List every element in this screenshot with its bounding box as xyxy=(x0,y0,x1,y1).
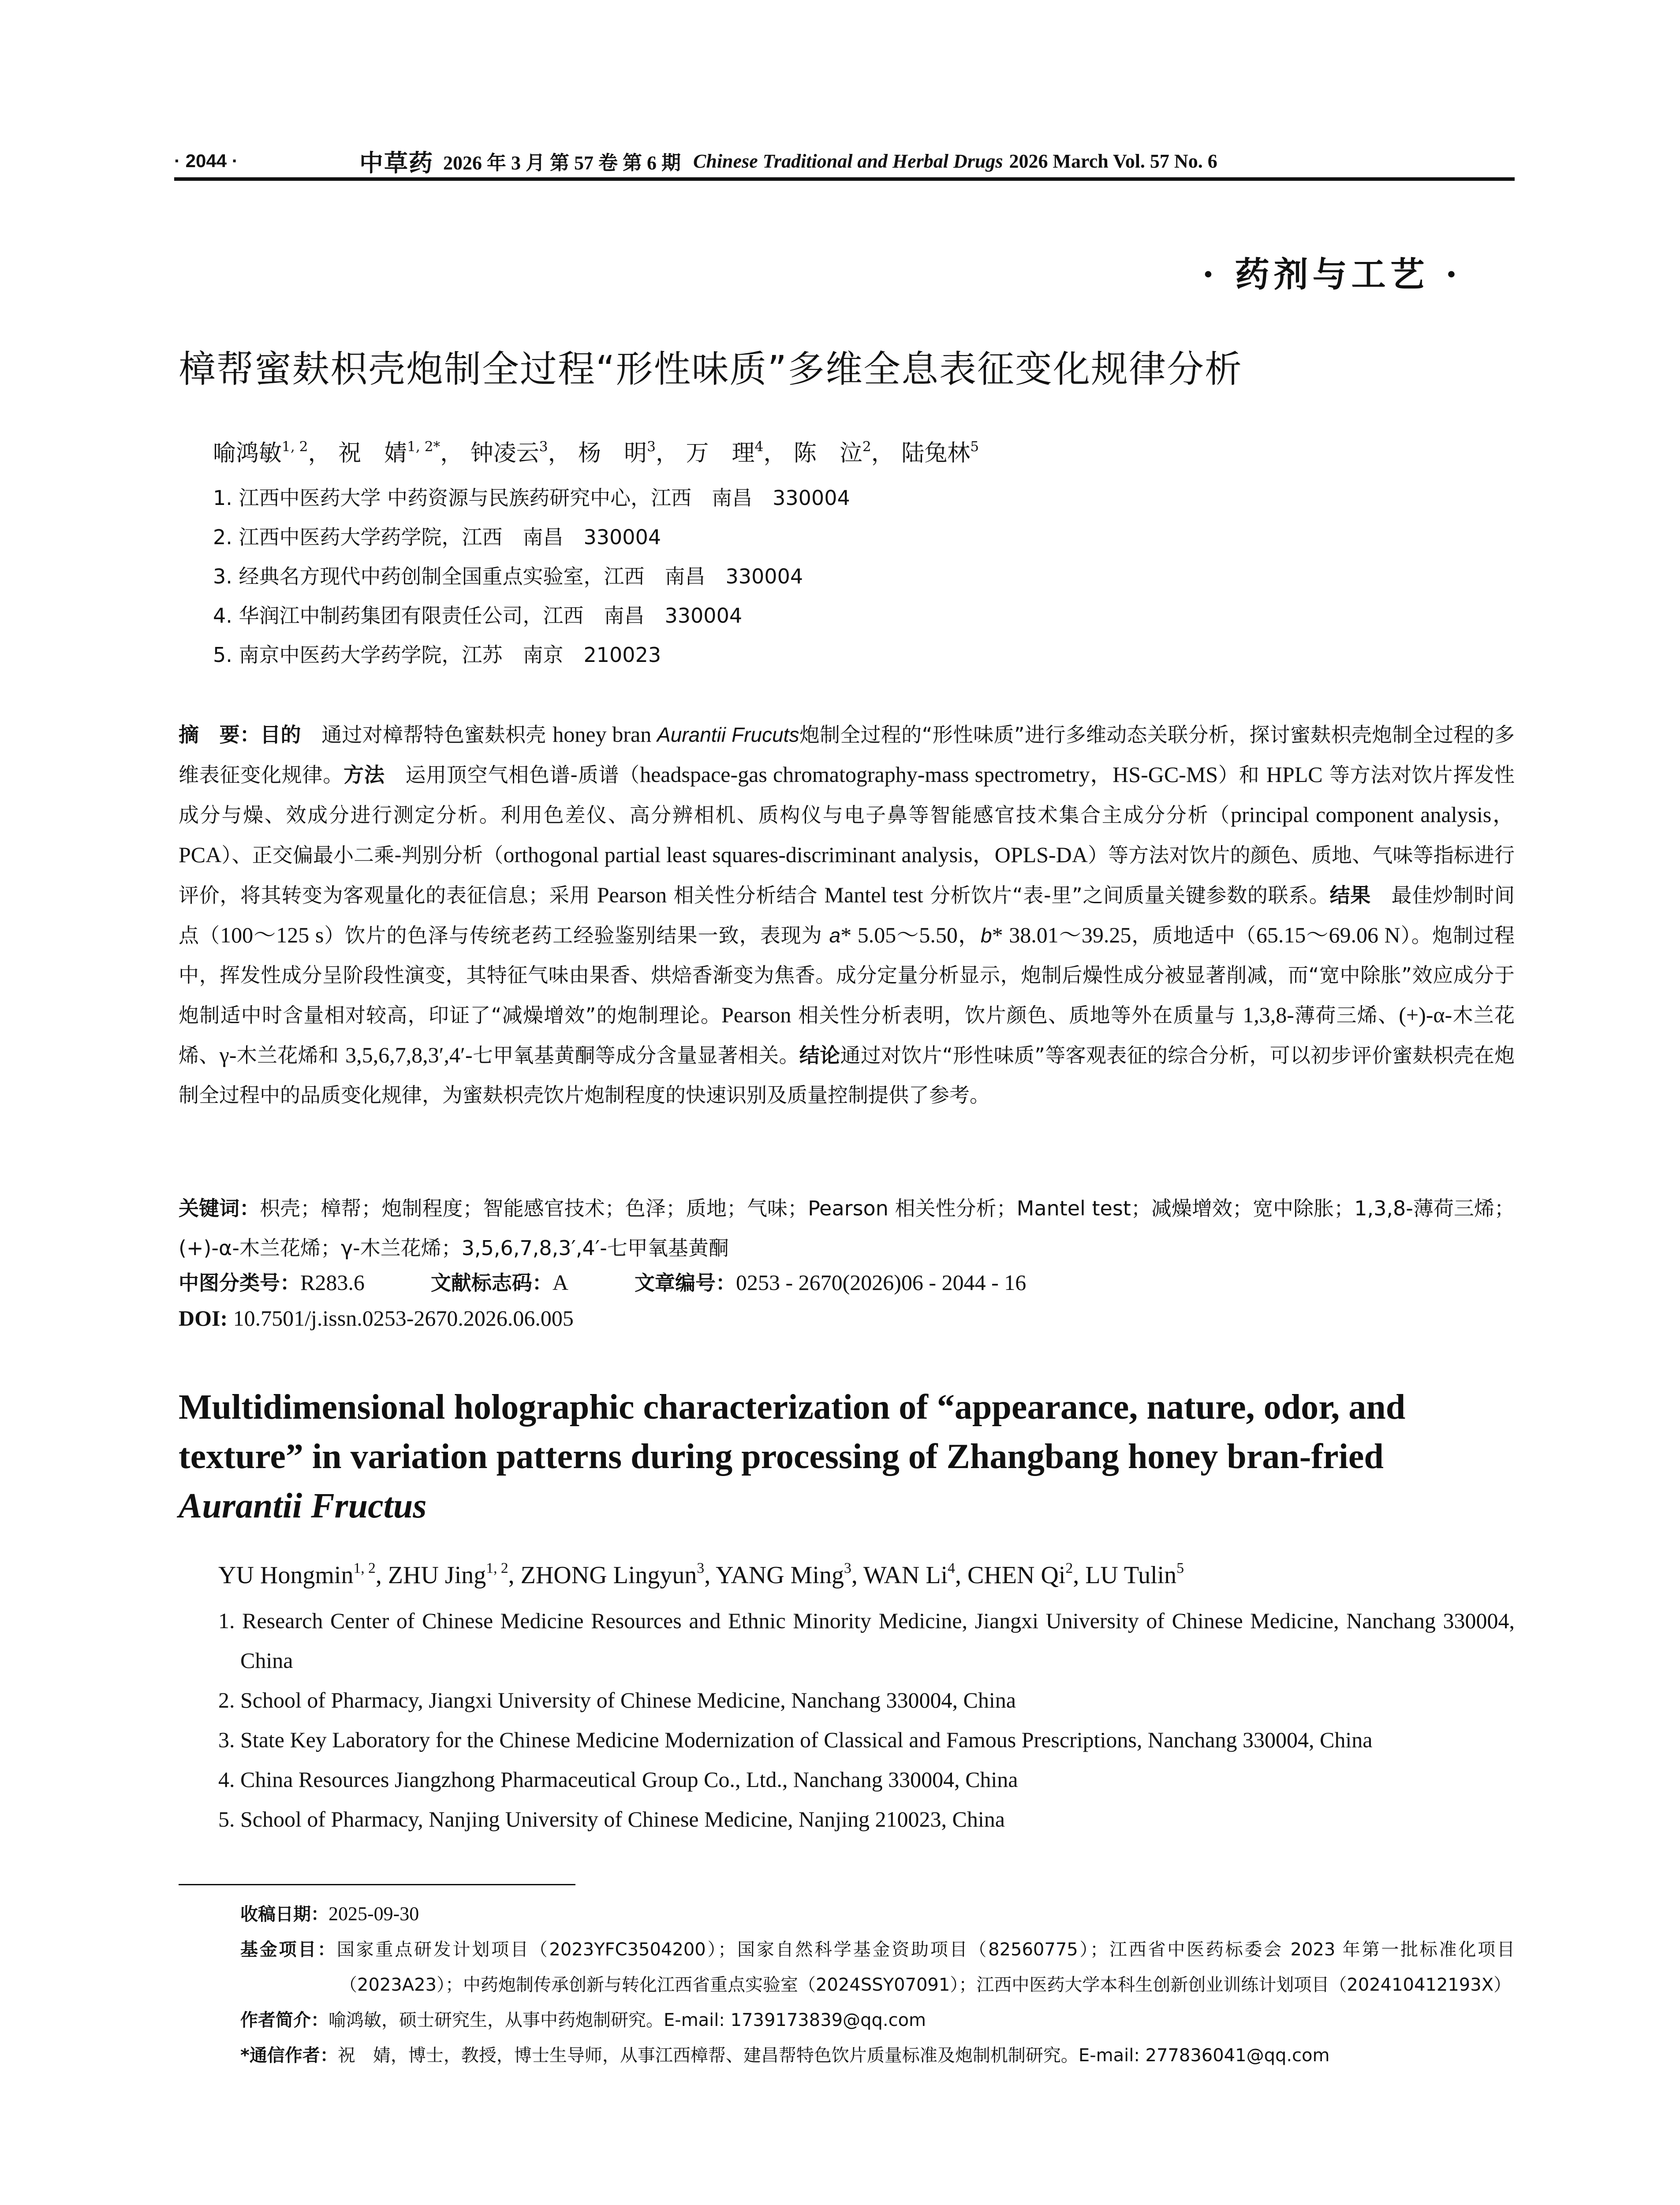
author-en: WAN Li$^4$, xyxy=(863,1560,967,1589)
affiliation-cn: 1. 江西中医药大学 中药资源与民族药研究中心，江西 南昌 330004 xyxy=(213,486,850,510)
methods-label: 方法 xyxy=(343,763,385,787)
classification-line xyxy=(179,1267,1092,1296)
author-en: ZHONG Lingyun$^3$, xyxy=(520,1560,716,1589)
keywords-label: 关键词： xyxy=(179,1196,260,1220)
affiliation-en: 5. School of Pharmacy, Nanjing University of Chinese Medicine, Nanjing 210023, China xyxy=(218,1807,1005,1831)
results-label: 结果 xyxy=(1329,883,1371,907)
author-cn: 万 理$^4$ xyxy=(686,439,764,467)
author-cn: 喻鸿敏$^{1, 2}$ xyxy=(213,439,308,467)
conclusion-label: 结论 xyxy=(799,1043,840,1067)
running-header xyxy=(174,146,1515,176)
author-cn: 杨 明$^3$ xyxy=(578,439,656,467)
doi: DOI: 10.7501/j.issn.0253-2670.2026.06.005 xyxy=(179,1306,574,1330)
keywords-list: 枳壳；樟帮；炮制程度；智能感官技术；色泽；质地；气味；Pearson 相关性分析；Mantel test；减燥增效；宽中除胀；1,3,8-薄荷三烯；(+)-α-木兰花烯；γ-木兰花烯；3,5,6,7,8,3′,4′-七甲氧基黄酮 xyxy=(179,1196,1515,1260)
affiliation-cn: 4. 华润江中制药集团有限责任公司，江西 南昌 330004 xyxy=(213,604,743,628)
document-code: 文献标志码：A xyxy=(430,1270,568,1295)
footnote-rule xyxy=(179,1884,575,1885)
abstract-label: 摘 要： xyxy=(179,723,261,747)
author-en: LU Tulin$^5$ xyxy=(1085,1560,1184,1589)
author-cn: 陈 泣$^2$ xyxy=(793,439,871,467)
author-en: ZHU Jing$^{1, 2}$, xyxy=(388,1560,521,1589)
affiliation-en: 3. State Key Laboratory for the Chinese Medicine Modernization of Classical and Famous Prescriptions, Nanchang 330004, China xyxy=(218,1727,1373,1752)
authors-en xyxy=(218,1561,1184,1589)
author-cn: 钟凌云$^3$ xyxy=(470,439,548,467)
affiliation-en: 4. China Resources Jiangzhong Pharmaceutical Group Co., Ltd., Nanchang 330004, China xyxy=(218,1767,1018,1792)
journal-name-cn: 中草药 xyxy=(359,148,433,177)
affiliations-cn xyxy=(213,478,850,675)
corresponding-author: *通信作者：祝 婧，博士，教授，博士生导师，从事江西樟帮、建昌帮特色饮片质量标准及炮制机制研究。E-mail: 277836041@qq.com xyxy=(240,2045,1330,2066)
affiliation-cn: 2. 江西中医药大学药学院，江西 南昌 330004 xyxy=(213,525,661,549)
journal-name-en: Chinese Traditional and Herbal Drugs xyxy=(693,150,1003,172)
affiliation-en: 2. School of Pharmacy, Jiangxi University of Chinese Medicine, Nanchang 330004, China xyxy=(218,1688,1016,1712)
author-cn: 陆兔林$^5$ xyxy=(901,439,979,467)
objective-label: 目的 xyxy=(260,723,301,747)
author-en: YU Hongmin$^{1, 2}$, xyxy=(218,1560,388,1589)
author-en: YANG Ming$^3$, xyxy=(716,1560,863,1589)
authors-cn: 喻鸿敏$^{1, 2}$， 祝 婧$^{1, 2*}$， 钟凌云$^3$， 杨 明$^3$， 万 理$^4$， 陈 泣$^2$， 陆兔林$^5$ xyxy=(213,439,979,467)
footnotes xyxy=(240,1896,1515,2073)
author-cn: 祝 婧$^{1, 2*}$ xyxy=(338,439,441,467)
article-number: 文章编号：0253 - 2670(2026)06 - 2044 - 16 xyxy=(634,1270,1027,1295)
abstract-cn: 摘 要：目的 通过对樟帮特色蜜麸枳壳 honey bran Aurantii Frucuts炮制全过程的“形性味质”进行多维动态关联分析，探讨蜜麸枳壳炮制全过程的多维表征变化规律。方法 运用顶空气相色谱-质谱（headspace-gas chromatography-mass spectrometry，HS-GC-MS）和 HPLC 等方法对饮片挥发性成分与燥、效成分进行测定分析。利用色差仪、高分辨相机、质构仪与电子鼻等智能感官技术集合主成分分析（principal component analysis，PCA）、正交偏最小二乘-判别分析（orthogonal partial least squares-discriminant analysis，OPLS-DA）等方法对饮片的颜色、质地、气味等指标进行评价，将其转变为客观量化的表征信息；采用 Pearson 相关性分析结合 Mantel test 分析饮片“表-里”之间质量关键参数的联系。结果 最佳炒制时间点（100～125 s）饮片的色泽与传统老药工经验鉴别结果一致，表现为 a* 5.05～5.50，b* 38.01～39.25，质地适中（65.15～69.06 N）。炮制过程中，挥发性成分呈阶段性演变，其特征气味由果香、烘焙香渐变为焦香。成分定量分析显示，炮制后燥性成分被显著削减，而“宽中除胀”效应成分于炮制适中时含量相对较高，印证了“减燥增效”的炮制理论。Pearson 相关性分析表明，饮片颜色、质地等外在质量与 1,3,8-薄荷三烯、(+)-α-木兰花烯、γ-木兰花烯和 3,5,6,7,8,3′,4′-七甲氧基黄酮等成分含量显著相关。结论通过对饮片“形性味质”等客观表征的综合分析，可以初步评价蜜麸枳壳在炮制全过程中的品质变化规律，为蜜麸枳壳饮片炮制程度的快速识别及质量控制提供了参考。 xyxy=(179,722,1515,1107)
issue-info-cn: 2026 年 3 月 第 57 卷 第 6 期 xyxy=(443,152,681,174)
column-tag: · 药剂与工艺 · xyxy=(1202,254,1462,295)
title-cn: 樟帮蜜麸枳壳炮制全过程“形性味质”多维全息表征变化规律分析 xyxy=(179,348,1243,391)
affiliations-en xyxy=(218,1601,1515,1839)
page-number: · 2044 · xyxy=(174,150,238,171)
doi-link[interactable]: 10.7501/j.issn.0253-2670.2026.06.005 xyxy=(228,1306,574,1330)
keywords-cn xyxy=(179,1188,1515,1268)
author-bio: 作者简介：喻鸿敏，硕士研究生，从事中药炮制研究。E-mail: 1739173839@qq.com xyxy=(240,2010,926,2030)
received-date: 收稿日期：2025-09-30 xyxy=(240,1903,419,1925)
affiliation-cn: 5. 南京中医药大学药学院，江苏 南京 210023 xyxy=(213,643,661,667)
author-en: CHEN Qi$^2$, xyxy=(967,1560,1086,1589)
fund-projects: 基金项目：国家重点研发计划项目（2023YFC3504200）；国家自然科学基金资助项目（82560775）；江西省中医药标委会 2023 年第一批标准化项目（2023A23）；中药炮制传承创新与转化江西省重点实验室（2024SSY07091）；江西中医药大学本科生创新创业训练计划项目（202410412193X） xyxy=(240,1940,1515,1995)
title-en: Multidimensional holographic characterization of “appearance, nature, odor, and texture” in variation patterns during processing of Zhangbang honey bran-fried Aurantii Fructus xyxy=(179,1388,1406,1525)
affiliation-cn: 3. 经典名方现代中药创制全国重点实验室，江西 南昌 330004 xyxy=(213,564,803,588)
issue-info-en: 2026 March Vol. 57 No. 6 xyxy=(1009,150,1217,172)
header-rule xyxy=(174,177,1515,181)
affiliation-en: 1. Research Center of Chinese Medicine Resources and Ethnic Minority Medicine, Jiangxi University of Chinese Medicine, Nanchang 330004, China xyxy=(218,1608,1515,1673)
clc-number: 中图分类号：R283.6 xyxy=(179,1270,365,1295)
